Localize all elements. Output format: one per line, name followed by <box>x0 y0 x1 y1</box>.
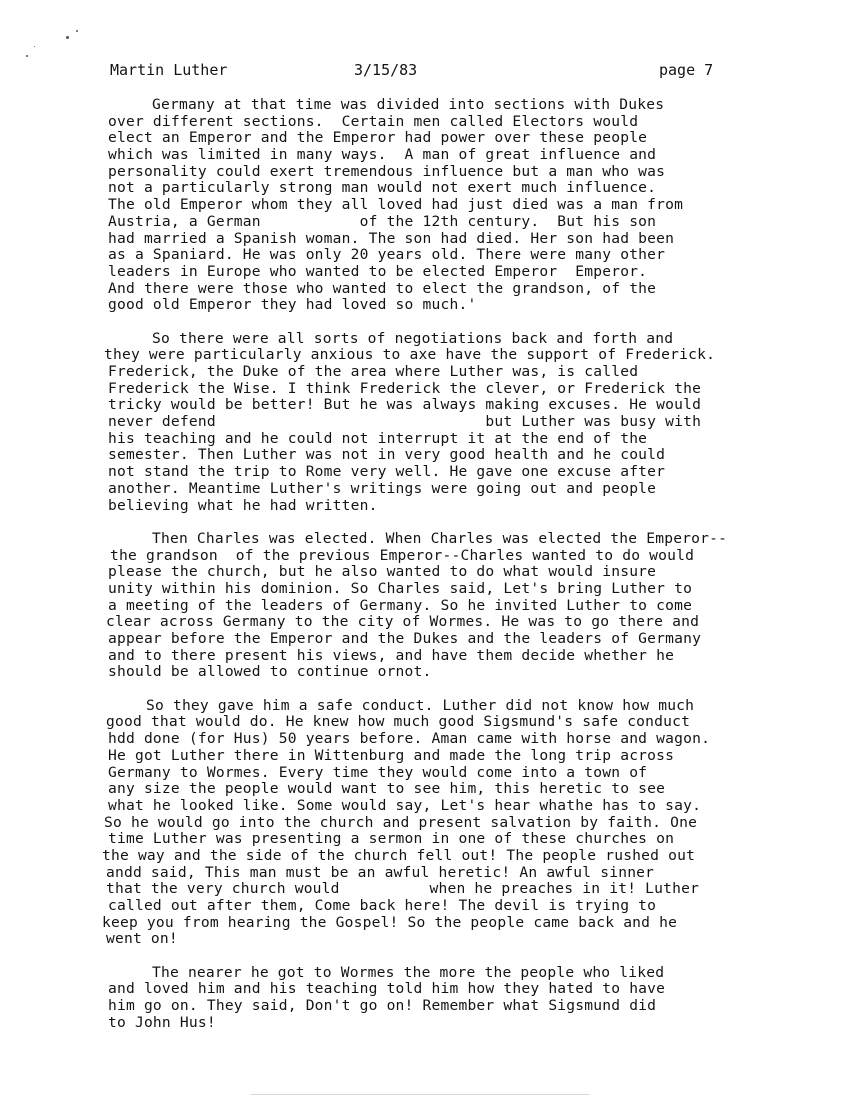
page-number: page 7 <box>659 61 714 79</box>
scan-speck <box>66 36 69 39</box>
paragraph-line: The old Emperor whom they all loved had just died was a man from <box>108 196 684 214</box>
scan-speck <box>76 30 78 32</box>
paragraph-line: not stand the trip to Rome very well. He gave one excuse after <box>108 463 666 481</box>
paragraph-line: tricky would be better! But he was always making excuses. He would <box>108 396 702 414</box>
paragraph-line: good that would do. He knew how much good Sigsmund's safe conduct <box>106 713 691 731</box>
paragraph-line: the way and the side of the church fell out! The people rushed out <box>102 846 696 864</box>
paragraph-line: what he looked like. Some would say, Let's hear whathe has to say. <box>108 796 702 814</box>
page-header <box>110 60 750 80</box>
paragraph-first-line: Germany at that time was divided into sections with Dukes <box>152 96 665 113</box>
paragraph-line: had married a Spanish woman. The son had died. Her son had been <box>108 229 675 247</box>
paragraph-line: him go on. They said, Don't go on! Remember what Sigsmund did <box>108 997 657 1015</box>
paragraph-line: leaders in Europe who wanted to be elected Emperor Emperor. <box>108 262 648 280</box>
paragraph-line: should be allowed to continue ornot. <box>108 663 432 681</box>
paragraph-line: called out after them, Come back here! The devil is trying to <box>108 897 657 914</box>
paragraph-line: personality could exert tremendous influence but a man who was <box>108 162 666 180</box>
paragraph <box>108 531 828 681</box>
paragraph-line: over different sections. Certain men called Electors would <box>108 112 639 130</box>
paragraph-line: So he would go into the church and present salvation by faith. One <box>104 813 698 831</box>
paragraph-line: and loved him and his teaching told him how they hated to have <box>108 980 666 998</box>
paragraph-line: good old Emperor they had loved so much.' <box>108 296 477 314</box>
paragraph-line: keep you from hearing the Gospel! So the people came back and he <box>102 913 678 931</box>
paragraph-line: Austria, a German of the 12th century. But his son <box>108 212 657 230</box>
paragraph-line: appear before the Emperor and the Dukes and the leaders of Germany <box>108 630 702 647</box>
paragraph-line: hdd done (for Hus) 50 years before. Aman came with horse and wagon. <box>108 730 711 748</box>
paragraph-line: He got Luther there in Wittenburg and made the long trip across <box>108 746 675 764</box>
paragraph <box>104 329 828 515</box>
paragraph-line: the grandson of the previous Emperor--Charles wanted to do would <box>110 546 695 564</box>
paragraph-line: Germany to Wormes. Every time they would come into a town of <box>108 763 648 781</box>
paragraph-first-line: Then Charles was elected. When Charles was elected the Emperor-- <box>152 529 728 547</box>
paragraph-line: elect an Emperor and the Emperor had power over these people <box>108 129 648 147</box>
paragraph-line: semester. Then Luther was not in very good health and he could <box>108 446 666 464</box>
paragraph-line: time Luther was presenting a sermon in one of these churches on <box>108 830 675 848</box>
paragraph-line: And there were those who wanted to elect the grandson, of the <box>108 279 657 297</box>
paragraph-line: a meeting of the leaders of Germany. So he invited Luther to come <box>108 596 693 614</box>
paragraph <box>108 965 828 1032</box>
paragraph-line: they were particularly anxious to axe have the support of Frederick. <box>104 346 716 364</box>
paragraph-line: Frederick the Wise. I think Frederick the clever, or Frederick the <box>108 379 702 397</box>
paragraph-line: to John Hus! <box>108 1013 216 1031</box>
scan-speck <box>34 46 35 47</box>
paragraph-line: any size the people would want to see him, this heretic to see <box>108 780 666 798</box>
document-date: 3/15/83 <box>354 61 418 79</box>
document-title: Martin Luther <box>110 61 228 79</box>
paragraph <box>102 696 828 948</box>
document-body <box>102 96 828 1048</box>
paragraph-line: clear across Germany to the city of Wormes. He was to go there and <box>106 613 700 631</box>
paragraph-first-line: The nearer he got to Wormes the more the people who liked <box>152 963 665 981</box>
paragraph-line: that the very church would when he preaches in it! Luther <box>106 880 700 898</box>
paragraph <box>108 97 828 314</box>
paragraph-line: and to there present his views, and have them decide whether he <box>108 646 675 664</box>
paragraph-line: Frederick, the Duke of the area where Luther was, is called <box>108 363 639 380</box>
paragraph-first-line: So there were all sorts of negotiations back and forth and <box>152 329 674 347</box>
paragraph-line: another. Meantime Luther's writings were going out and people <box>108 479 657 497</box>
paragraph-line: unity within his dominion. So Charles said, Let's bring Luther to <box>108 579 693 597</box>
paragraph-line: believing what he had written. <box>108 496 378 514</box>
paragraph-line: please the church, but he also wanted to do what would insure <box>108 563 657 581</box>
paragraph-line: not a particularly strong man would not exert much influence. <box>108 179 657 197</box>
paragraph-line: as a Spaniard. He was only 20 years old. There were many other <box>108 246 666 264</box>
paragraph-line: his teaching and he could not interrupt it at the end of the <box>108 429 648 447</box>
paragraph-line: which was limited in many ways. A man of great influence and <box>108 146 657 164</box>
paragraph-line: andd said, This man must be an awful heretic! An awful sinner <box>106 863 655 881</box>
scan-speck <box>26 55 28 57</box>
scan-artifact-line <box>250 1094 590 1095</box>
paragraph-line: went on! <box>106 930 178 948</box>
paragraph-line: never defend but Luther was busy with <box>108 413 702 431</box>
paragraph-first-line: So they gave him a safe conduct. Luther did not know how much <box>146 696 695 714</box>
